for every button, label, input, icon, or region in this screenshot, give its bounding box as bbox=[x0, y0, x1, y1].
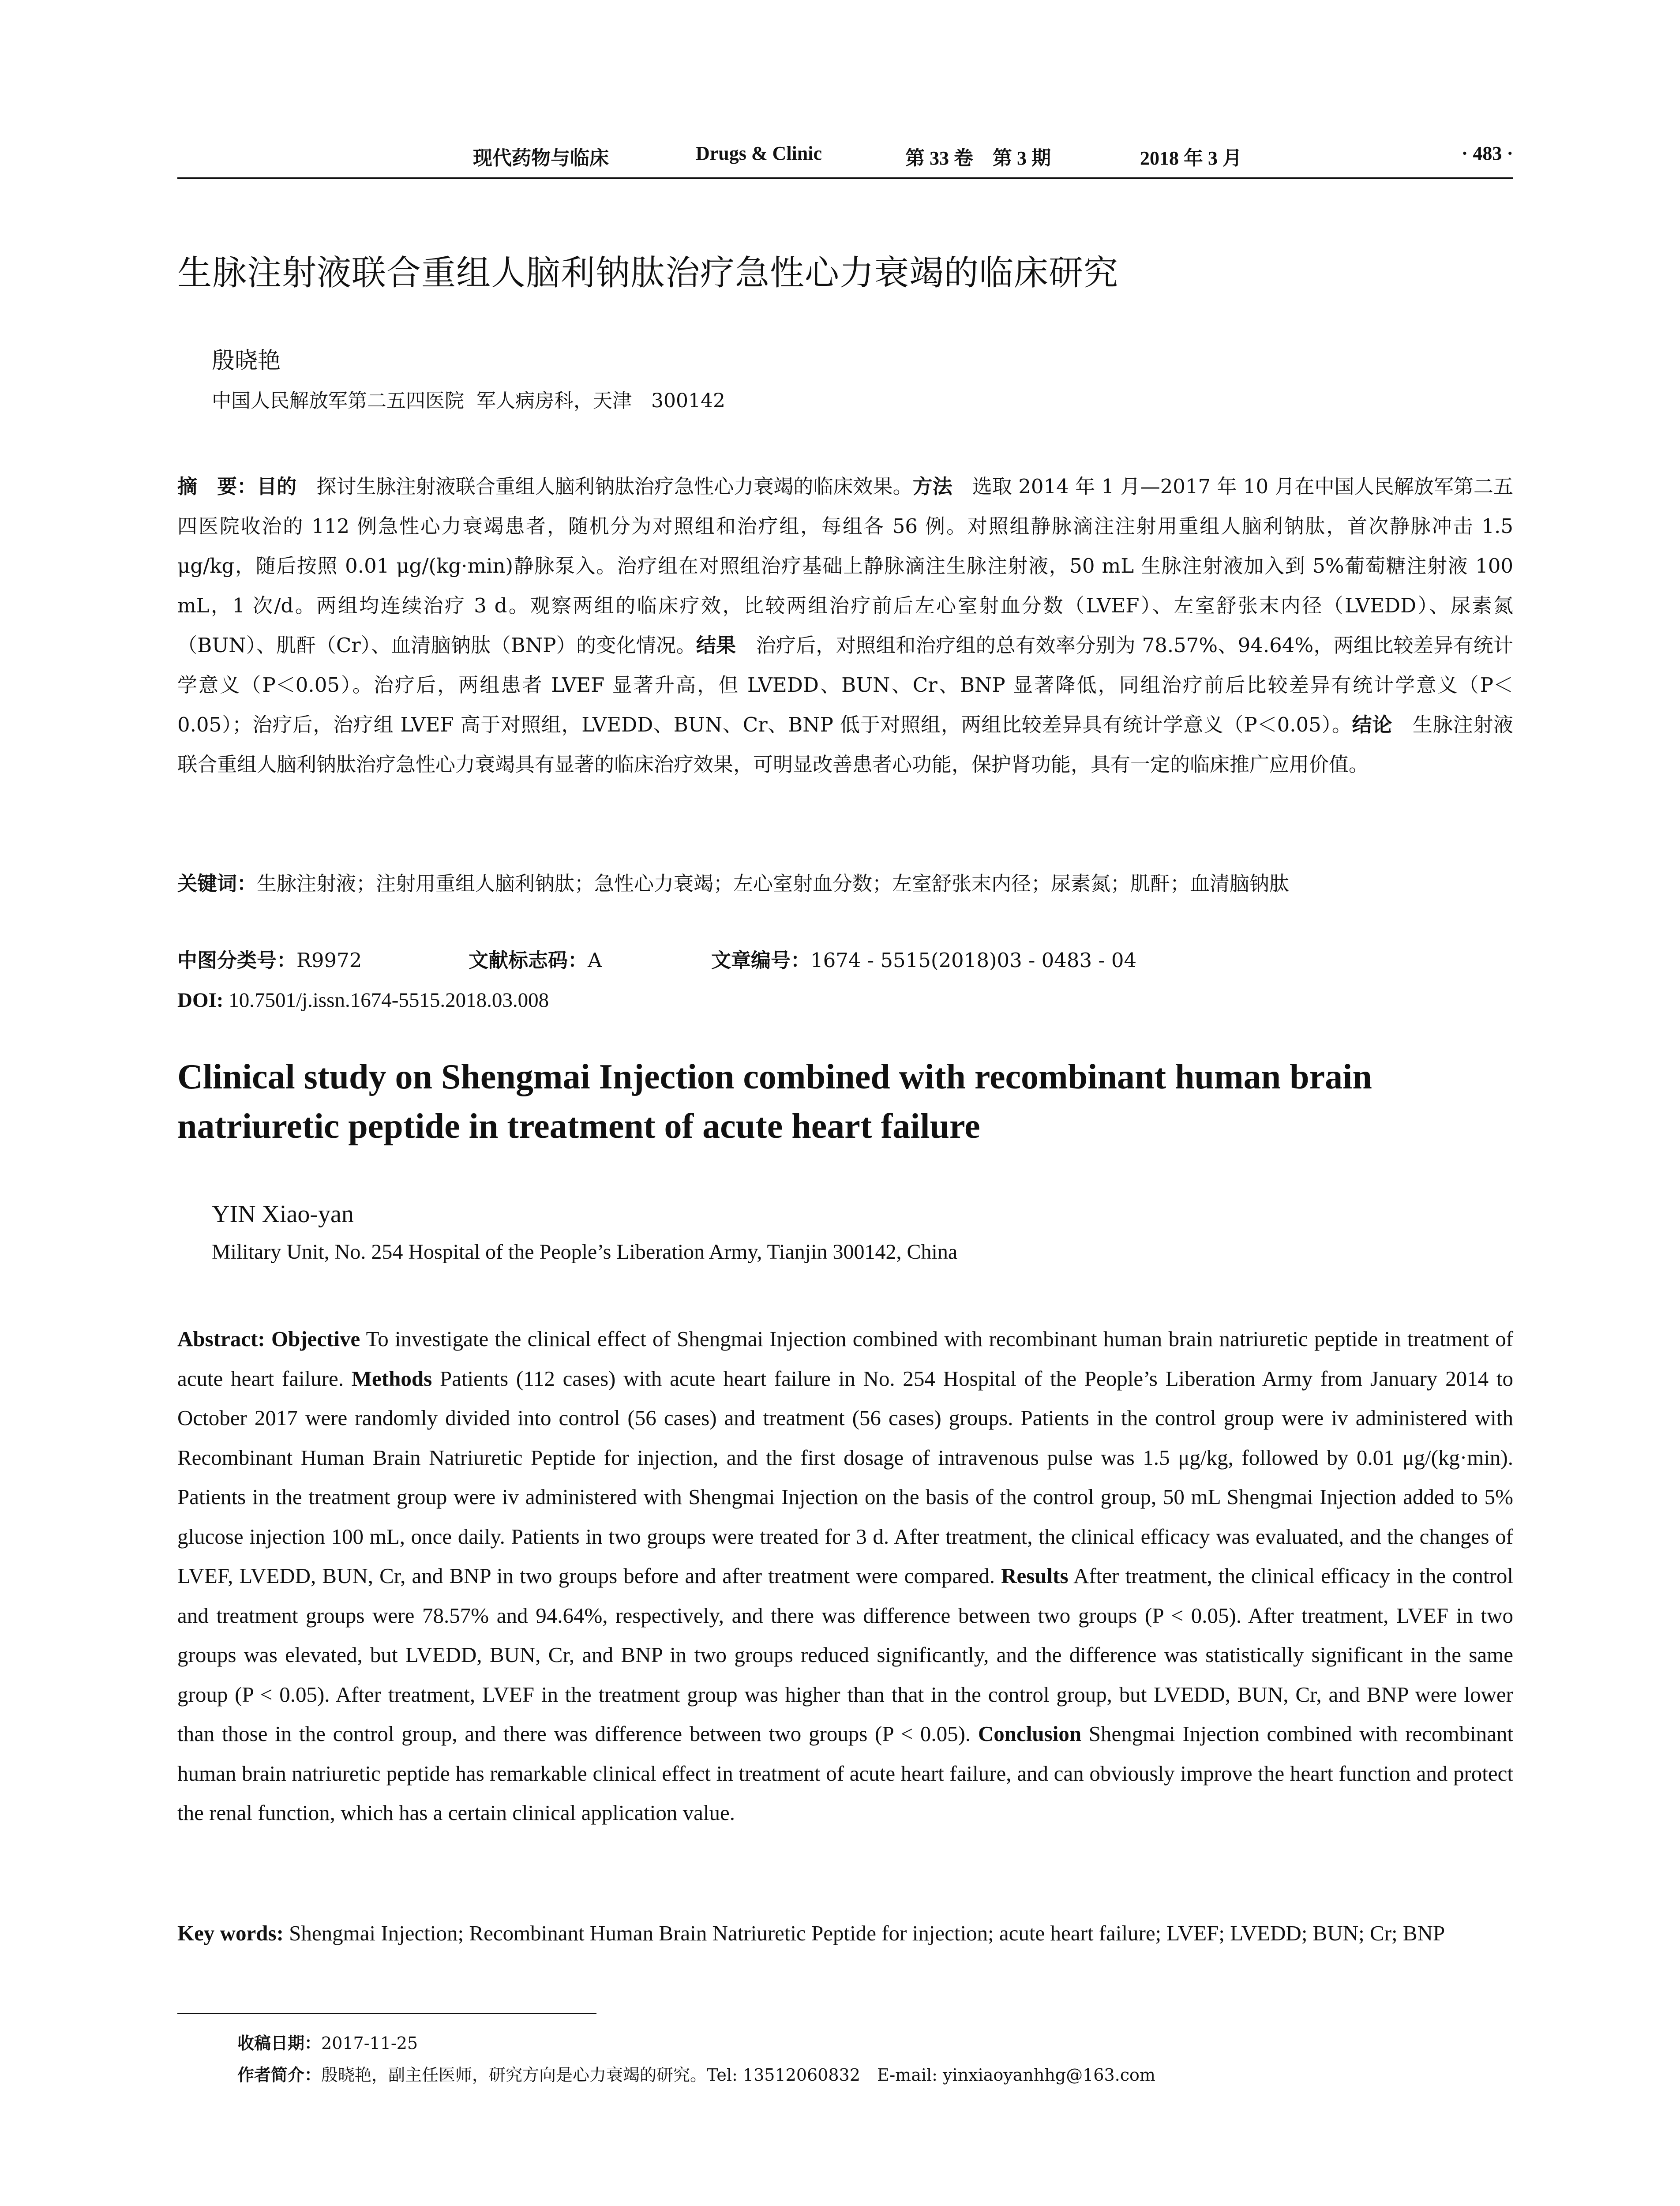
keywords-label-cn: 关键词： bbox=[177, 872, 257, 895]
objective-label-en: Objective bbox=[271, 1327, 360, 1351]
conclusion-label-en: Conclusion bbox=[978, 1722, 1082, 1746]
results-label-cn: 结果 bbox=[696, 634, 736, 657]
keywords-cn bbox=[177, 864, 1513, 904]
conclusion-text-cn: 生脉注射液联合重组人脑利钠肽治疗急性心力衰竭具有显著的临床治疗效果，可明显改善患者心功能，保护肾功能，具有一定的临床推广应用价值。 bbox=[177, 713, 1513, 776]
methods-label-en: Methods bbox=[351, 1366, 432, 1391]
results-text-cn: 治疗后，对照组和治疗组的总有效率分别为 78.57%、94.64%，两组比较差异有统计学意义（P＜0.05）。治疗后，两组患者 LVEF 显著升高，但 LVEDD、BUN、Cr、BNP 显著降低，同组治疗前后比较差异有统计学意义（P＜0.05）；治疗后，治疗组 LVEF 高于对照组，LVEDD、BUN、Cr、BNP 低于对照组，两组比较差异具有统计学意义（P＜0.05）。 bbox=[177, 634, 1513, 736]
author-cn: 殷晓艳 bbox=[212, 348, 281, 374]
article-number: 文章编号：1674 - 5515(2018)03 - 0483 - 04 bbox=[711, 949, 1137, 972]
affiliation-en: Military Unit, No. 254 Hospital of the People’s Liberation Army, Tianjin 300142, China bbox=[212, 1240, 958, 1264]
abstract-en bbox=[177, 1319, 1513, 1833]
received-date: 收稿日期：2017-11-25 bbox=[237, 2033, 418, 2053]
clc-number: 中图分类号：R9972 bbox=[177, 949, 362, 972]
objective-text-en: To investigate the clinical effect of Shengmai Injection combined with recombinant human brain natriuretic peptide in treatment of acute heart failure. bbox=[177, 1327, 1514, 1391]
footnote-rule bbox=[177, 2013, 596, 2014]
methods-text-cn: 选取 2014 年 1 月—2017 年 10 月在中国人民解放军第二五四医院收治的 112 例急性心力衰竭患者，随机分为对照组和治疗组，每组各 56 例。对照组静脉滴注注射用重组人脑利钠肽，首次静脉冲击 1.5 μg/kg，随后按照 0.01 μg/(kg·min)静脉泵入。治疗组在对照组治疗基础上静脉滴注生脉注射液，50 mL 生脉注射液加入到 5%葡萄糖注射液 100 mL，1 次/d。两组均连续治疗 3 d。观察两组的临床疗效，比较两组治疗前后左心室射血分数（LVEF）、左室舒张末内径（LVEDD）、尿素氮（BUN）、肌酐（Cr）、血清脑钠肽（BNP）的变化情况。 bbox=[177, 475, 1513, 657]
results-text-en: After treatment, the clinical efficacy in the control and treatment groups were 78.57% and 94.64%, respectively, and there was difference between two groups (P < 0.05). After treatment, LVEF in two groups was elevated, but LVEDD, BUN, Cr, and BNP in two groups reduced significantly, and the difference was statistically significant in the same group (P < 0.05). After treatment, LVEF in the treatment group was higher than that in the control group, but LVEDD, BUN, Cr, and BNP were lower than those in the control group, and there was difference between two groups (P < 0.05). bbox=[177, 1564, 1513, 1746]
paper-title-cn: 生脉注射液联合重组人脑利钠肽治疗急性心力衰竭的临床研究 bbox=[177, 253, 1119, 293]
affiliation-cn: 中国人民解放军第二五四医院 军人病房科，天津 300142 bbox=[212, 390, 725, 412]
issue-date: 2018 年 3 月 bbox=[1140, 147, 1242, 169]
volume-issue: 第 33 卷 第 3 期 bbox=[905, 147, 1051, 169]
keywords-en bbox=[177, 1913, 1513, 1953]
abstract-label-cn: 摘 要： bbox=[177, 475, 257, 498]
objective-label-cn: 目的 bbox=[257, 475, 297, 498]
doi-value: 10.7501/j.issn.1674-5515.2018.03.008 bbox=[223, 989, 549, 1012]
doi bbox=[177, 980, 549, 1020]
paper-title-en: Clinical study on Shengmai Injection combined with recombinant human brain natriuretic peptide in treatment of acute heart failure bbox=[177, 1058, 1372, 1146]
doi-label: DOI: bbox=[177, 989, 224, 1012]
conclusion-label-cn: 结论 bbox=[1352, 713, 1393, 736]
abstract-label-en: Abstract: bbox=[177, 1327, 271, 1351]
keywords-label-en: Key words: bbox=[177, 1921, 284, 1945]
running-header bbox=[177, 142, 1513, 173]
journal-name-en: Drugs & Clinic bbox=[696, 143, 822, 164]
abstract-cn bbox=[177, 467, 1513, 784]
author-bio: 作者简介：殷晓艳，副主任医师，研究方向是心力衰竭的研究。Tel: 13512060832 E-mail: yinxiaoyanhhg@163.com bbox=[237, 2065, 1155, 2085]
keywords-text-en: Shengmai Injection; Recombinant Human Brain Natriuretic Peptide for injection; acute heart failure; LVEF; LVEDD; BUN; Cr; BNP bbox=[283, 1921, 1445, 1945]
journal-name-cn: 现代药物与临床 bbox=[473, 147, 609, 169]
author-en: YIN Xiao-yan bbox=[212, 1201, 354, 1228]
objective-text-cn: 探讨生脉注射液联合重组人脑利钠肽治疗急性心力衰竭的临床效果。 bbox=[296, 475, 913, 498]
keywords-text-cn: 生脉注射液；注射用重组人脑利钠肽；急性心力衰竭；左心室射血分数；左室舒张末内径；尿素氮；肌酐；血清脑钠肽 bbox=[257, 872, 1290, 895]
header-rule bbox=[177, 177, 1513, 179]
page-number: · 483 · bbox=[1461, 143, 1513, 164]
methods-text-en: Patients (112 cases) with acute heart failure in No. 254 Hospital of the People’s Liberation Army from January 2014 to October 2017 were randomly divided into control (56 cases) and treatment (56 cases) groups. Patients in the control group were iv administered with Recombinant Human Brain Natriuretic Peptide for injection, and the first dosage of intravenous pulse was 1.5 μg/kg, followed by 0.01 μg/(kg·min). Patients in the treatment group were iv administered with Shengmai Injection on the basis of the control group, 50 mL Shengmai Injection added to 5% glucose injection 100 mL, once daily. Patients in two groups were treated for 3 d. After treatment, the clinical efficacy was evaluated, and the changes of LVEF, LVEDD, BUN, Cr, and BNP in two groups before and after treatment were compared. bbox=[177, 1366, 1513, 1588]
document-code: 文献标志码：A bbox=[469, 949, 602, 972]
conclusion-text-en: Shengmai Injection combined with recombinant human brain natriuretic peptide has remarkable clinical effect in treatment of acute heart failure, and can obviously improve the heart function and protect the renal function, which has a certain clinical application value. bbox=[177, 1722, 1514, 1825]
methods-label-cn: 方法 bbox=[912, 475, 952, 498]
results-label-en: Results bbox=[1001, 1564, 1069, 1588]
